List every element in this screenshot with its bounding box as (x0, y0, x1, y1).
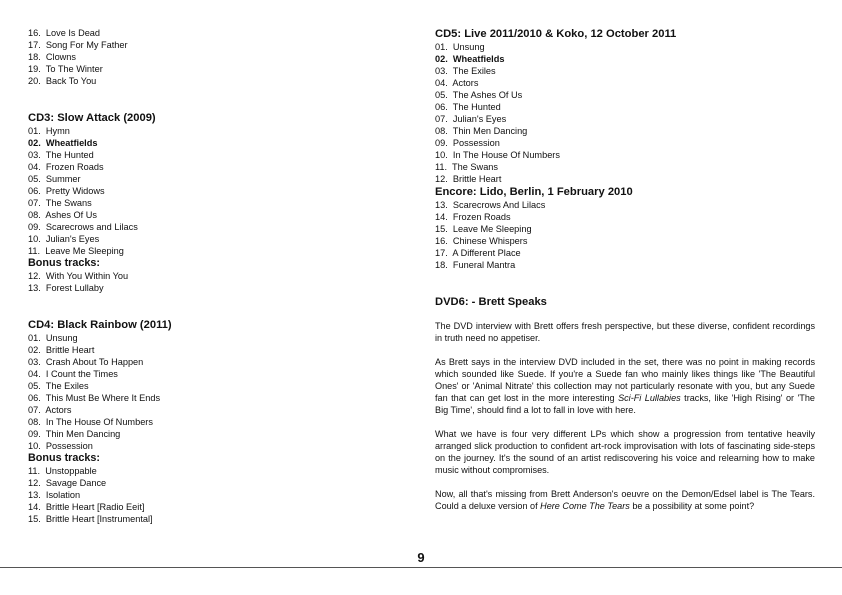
track-item: 05. The Ashes Of Us (435, 90, 523, 100)
track-item: 12. Savage Dance (28, 478, 107, 488)
cd3-bonus-title: Bonus tracks: (28, 257, 100, 269)
track-item: 02. Brittle Heart (28, 345, 95, 355)
track-item: 16. Chinese Whispers (435, 236, 528, 246)
cd3-title: CD3: Slow Attack (2009) (28, 112, 156, 124)
track-item: 03. The Exiles (435, 66, 496, 76)
track-item: 18. Funeral Mantra (435, 260, 516, 270)
track-item: 05. Summer (28, 174, 81, 184)
track-item: 11. Leave Me Sleeping (28, 246, 124, 256)
encore-section (435, 185, 815, 271)
track-item: 11. Unstoppable (28, 466, 97, 476)
track-item: 10. Possession (28, 441, 93, 451)
track-item: 02. Wheatfields (28, 138, 98, 148)
track-item: 04. Actors (435, 78, 479, 88)
track-item: 06. This Must Be Where It Ends (28, 393, 161, 403)
track-item: 14. Brittle Heart [Radio Eeit] (28, 502, 145, 512)
track-item: 09. Scarecrows and Lilacs (28, 222, 138, 232)
dvd6-paragraph-1: The DVD interview with Brett offers fresh perspective, but these diverse, confident recordings in truth need no appetiser. (435, 321, 815, 343)
encore-title: Encore: Lido, Berlin, 1 February 2010 (435, 186, 633, 198)
track-item: 08. In The House Of Numbers (28, 417, 153, 427)
cd5-section (435, 27, 815, 185)
track-item: 20. Back To You (28, 76, 97, 86)
track-item: 08. Ashes Of Us (28, 210, 97, 220)
page-number: 9 (417, 550, 425, 565)
cd4-title: CD4: Black Rainbow (2011) (28, 319, 172, 331)
track-item: 10. Julian's Eyes (28, 234, 100, 244)
track-item: 14. Frozen Roads (435, 212, 511, 222)
track-item: 11. The Swans (435, 162, 499, 172)
track-item: 03. The Hunted (28, 150, 94, 160)
track-item: 08. Thin Men Dancing (435, 126, 528, 136)
cd3-section (28, 111, 408, 294)
track-item: 17. Song For My Father (28, 40, 128, 50)
track-item: 13. Scarecrows And Lilacs (435, 200, 546, 210)
track-item: 02. Wheatfields (435, 54, 505, 64)
track-item: 09. Thin Men Dancing (28, 429, 121, 439)
track-item: 06. The Hunted (435, 102, 501, 112)
dvd6-section (435, 295, 815, 512)
track-item: 17. A Different Place (435, 248, 521, 258)
track-item: 12. Brittle Heart (435, 174, 502, 184)
track-item: 07. Julian's Eyes (435, 114, 507, 124)
track-item: 09. Possession (435, 138, 500, 148)
track-item: 04. Frozen Roads (28, 162, 104, 172)
track-item: 12. With You Within You (28, 271, 129, 281)
track-item: 04. I Count the Times (28, 369, 118, 379)
track-item: 07. Actors (28, 405, 72, 415)
cd4-bonus-title: Bonus tracks: (28, 452, 100, 464)
track-item: 07. The Swans (28, 198, 92, 208)
track-item: 15. Brittle Heart [Instrumental] (28, 514, 153, 524)
cd4-section (28, 318, 408, 525)
track-list-continued (28, 27, 408, 87)
track-item: 16. Love Is Dead (28, 28, 101, 38)
dvd6-paragraph-4: Now, all that's missing from Brett Anderson's oeuvre on the Demon/Edsel label is The Tears. Could a deluxe version of Here Come The Tears be a possibility at some point? (435, 489, 815, 511)
track-item: 01. Unsung (28, 333, 78, 343)
track-item: 01. Unsung (435, 42, 485, 52)
track-item: 18. Clowns (28, 52, 77, 62)
footer-rule (0, 567, 842, 568)
right-column (435, 27, 815, 512)
dvd6-paragraph-3: What we have is four very different LPs which show a progression from tentative heavily arranged slick production to confident art-rock improvisation with lots of fascinating side-steps on the journey. It's the sound of an artist rediscovering his voice and relearning how to make music without compromises. (435, 429, 815, 475)
track-item: 03. Crash About To Happen (28, 357, 144, 367)
dvd6-paragraph-2: As Brett says in the interview DVD included in the set, there was no point in making records which sounded like Suede. If you're a Suede fan who mainly likes things like 'The Beautiful Ones' or 'Animal Nitrate' this collection may not particularly resonate with you, but any Suede fan that can get lost in the more interesting Sci-Fi Lullabies tracks, like 'High Rising' or 'The Big Time', should find a lot to fall in love with here. (435, 357, 815, 415)
track-item: 05. The Exiles (28, 381, 89, 391)
track-item: 01. Hymn (28, 126, 70, 136)
dvd6-title: DVD6: - Brett Speaks (435, 296, 547, 308)
track-item: 06. Pretty Widows (28, 186, 105, 196)
track-item: 10. In The House Of Numbers (435, 150, 560, 160)
track-item: 13. Isolation (28, 490, 81, 500)
track-item: 19. To The Winter (28, 64, 103, 74)
track-item: 15. Leave Me Sleeping (435, 224, 532, 234)
track-item: 13. Forest Lullaby (28, 283, 104, 293)
cd5-title: CD5: Live 2011/2010 & Koko, 12 October 2011 (435, 28, 677, 40)
left-column (28, 27, 408, 525)
